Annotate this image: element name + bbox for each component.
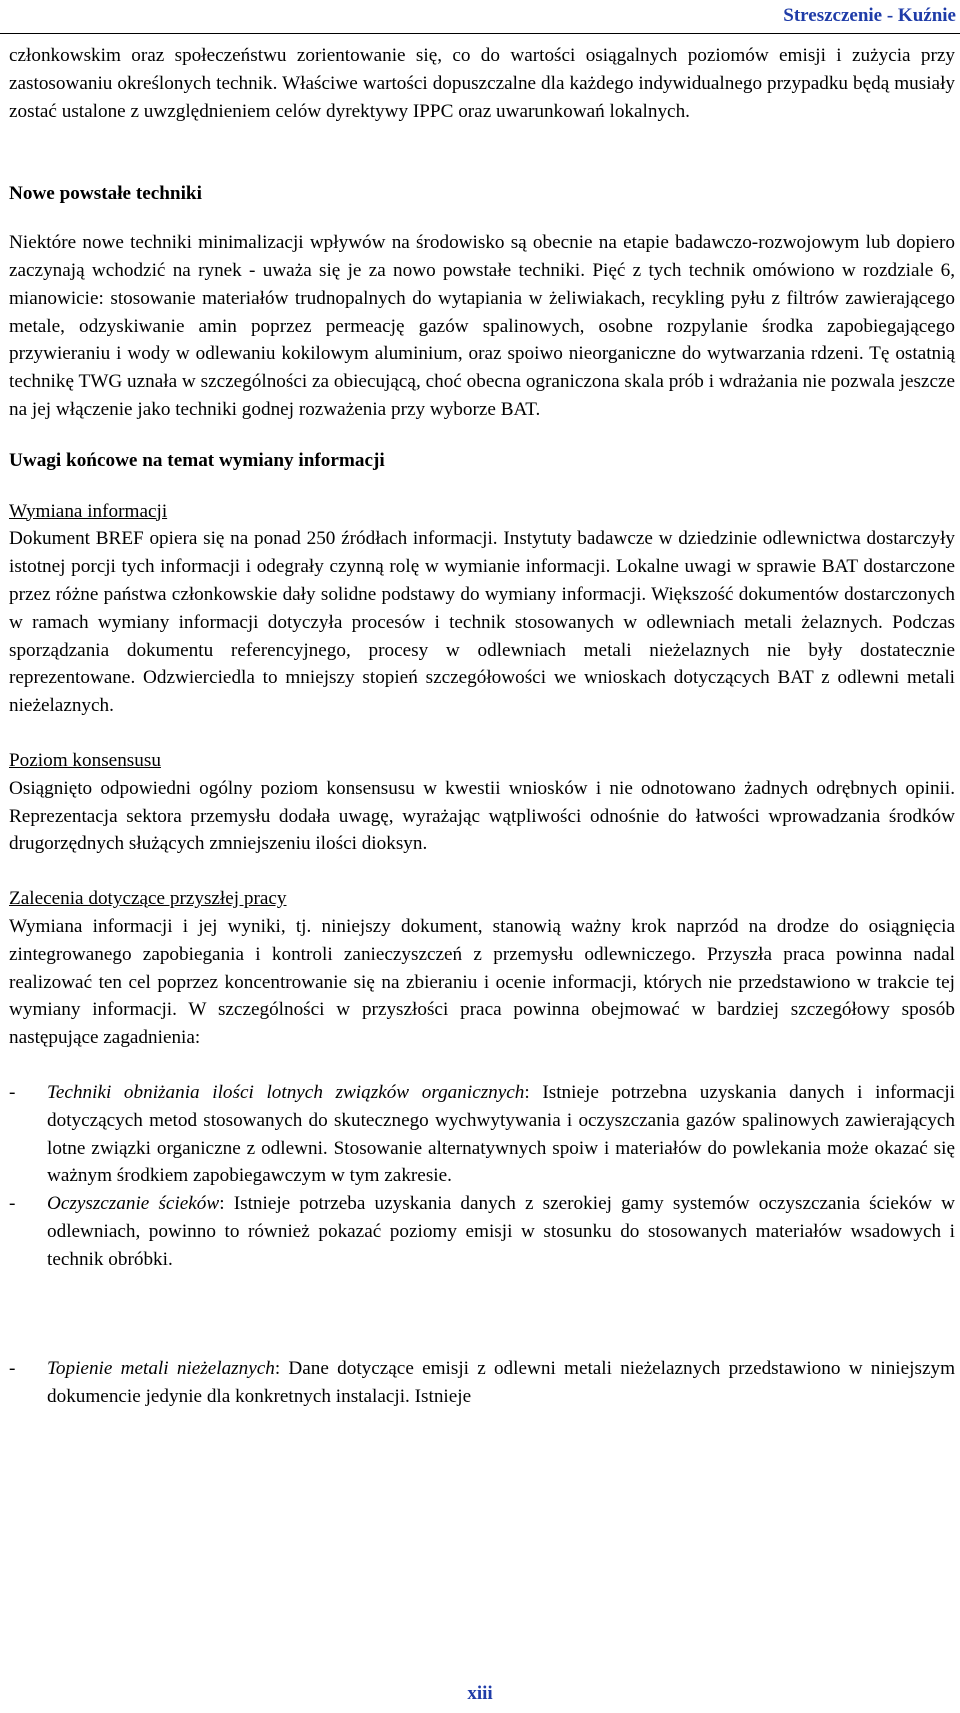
future-work-paragraph: Wymiana informacji i jej wyniki, tj. niniejszy dokument, stanowią ważny krok naprzód na drodze do osiągnięcia zintegrowanego zapobiegania i kontroli zanieczyszczeń z przemysłu odlewniczego. Przyszła praca powinna nadal realizować ten cel poprzez koncentrowanie się na zbieraniu i ocenie informacji, których nie przedstawiono w trakcie tej wymiany informacji. W szczególności w przyszłości praca powinna obejmować w bardziej szczegółowy sposób następujące zagadnienia: [9, 915, 955, 1049]
list-item [9, 1079, 955, 1190]
section-heading-new-techniques: Nowe powstałe techniki [9, 183, 202, 205]
document-body [9, 42, 955, 1411]
page-number: xiii [467, 1683, 493, 1704]
information-exchange-paragraph: Dokument BREF opiera się na ponad 250 źródłach informacji. Instytuty badawcze w dziedzinie odlewnictwa dostarczyły istotnej porcji tych informacji i odegrały czynną rolę w wymianie informacji. Lokalne uwagi w sprawie BAT dostarczone przez różne państwa członkowskie dały solidne podstawy do wymiany informacji. Większość dokumentów dostarczonych w ramach wymiany informacji dotyczyła procesów i technik stosowanych w odlewniach metali żelaznych. Podczas sporządzania dokumentu referencyjnego, procesy w odlewniach metali nieżelaznych nie były dostatecznie reprezentowane. Odzwierciedla to mniejszy stopień szczegółowości we wnioskach dotyczących BAT z odlewni metali nieżelaznych. [9, 528, 955, 717]
header-rule [0, 33, 960, 34]
list-item [9, 1190, 955, 1273]
bullet-text: : Istnieje potrzeba uzyskania danych z szerokiej gamy systemów oczyszczania ścieków w odlewniach, powinno to również pokazać poziomy emisji w stosunku do stosowanych materiałów wsadowych i technik obróbki. [47, 1193, 955, 1270]
running-header: Streszczenie - Kuźnie [783, 5, 956, 26]
consensus-paragraph: Osiągnięto odpowiedni ogólny poziom konsensusu w kwestii wniosków i nie odnotowano żadnych odrębnych opinii. Reprezentacja sektora przemysłu dodała uwagę, wyrażając wątpliwości odnośnie do łatwości wprowadzania środków drugorzędnych służących zmniejszeniu ilości dioksyn. [9, 777, 955, 855]
bullet-term: Techniki obniżania ilości lotnych związków organicznych [47, 1081, 525, 1103]
new-techniques-paragraph: Niektóre nowe techniki minimalizacji wpływów na środowisko są obecnie na etapie badawczo-rozwojowym lub dopiero zaczynają wchodzić na rynek - uważa się je za nowo powstałe techniki. Pięć z tych technik omówiono w rozdziale 6, mianowicie: stosowanie materiałów trudnopalnych do wytapiania w żeliwiakach, recykling pyłu z filtrów zawierającego metale, odzyskiwanie amin poprzez permeację gazów spalinowych, osobne rozpylanie środka zapobiegającego przywieraniu i wody w odlewaniu kokilowym aluminium, oraz spoiwo nieorganiczne do wytwarzania rdzeni. Tę ostatnią technikę TWG uznała w szczególności za obiecującą, choć obecna ograniczona skala prób i wdrażania nie pozwala jeszcze na jej włączenie jako techniki godnej rozważenia przy wyborze BAT. [9, 232, 955, 420]
bullet-text: : Istnieje potrzebna uzyskania danych i informacji dotyczących metod stosowanych do skutecznego wychwytywania i oczyszczania gazów spalinowych zawierających lotne związki organiczne z odlewni. Stosowanie alternatywnych spoiw i materiałów do powlekania może okazać się ważnym środkiem zapobiegawczym w tym zakresie. [47, 1081, 955, 1187]
intro-paragraph: członkowskim oraz społeczeństwu zorientowanie się, co do wartości osiągalnych poziomów emisji i zużycia przy zastosowaniu określonych technik. Właściwe wartości dopuszczalne dla każdego indywidualnego przypadku będą musiały zostać ustalone z uwzględnieniem celów dyrektywy IPPC oraz uwarunkowań lokalnych. [9, 45, 955, 122]
bullet-term: Topienie metali nieżelaznych [47, 1358, 275, 1380]
bullet-term: Oczyszczanie ścieków [47, 1193, 220, 1215]
bullet-text: : Dane dotyczące emisji z odlewni metali nieżelaznych przedstawiono w niniejszym dokumencie jedynie dla konkretnych instalacji. Istnieje [47, 1358, 955, 1408]
section-heading-closing-remarks: Uwagi końcowe na temat wymiany informacji [9, 449, 385, 471]
bullet-dash: - [9, 1193, 16, 1215]
list-item [9, 1355, 955, 1411]
subheading-information-exchange: Wymiana informacji [9, 500, 168, 522]
subheading-consensus: Poziom konsensusu [9, 749, 161, 771]
bullet-dash: - [9, 1081, 16, 1103]
subheading-future-work: Zalecenia dotyczące przyszłej pracy [9, 888, 287, 910]
bullet-dash: - [9, 1358, 16, 1380]
